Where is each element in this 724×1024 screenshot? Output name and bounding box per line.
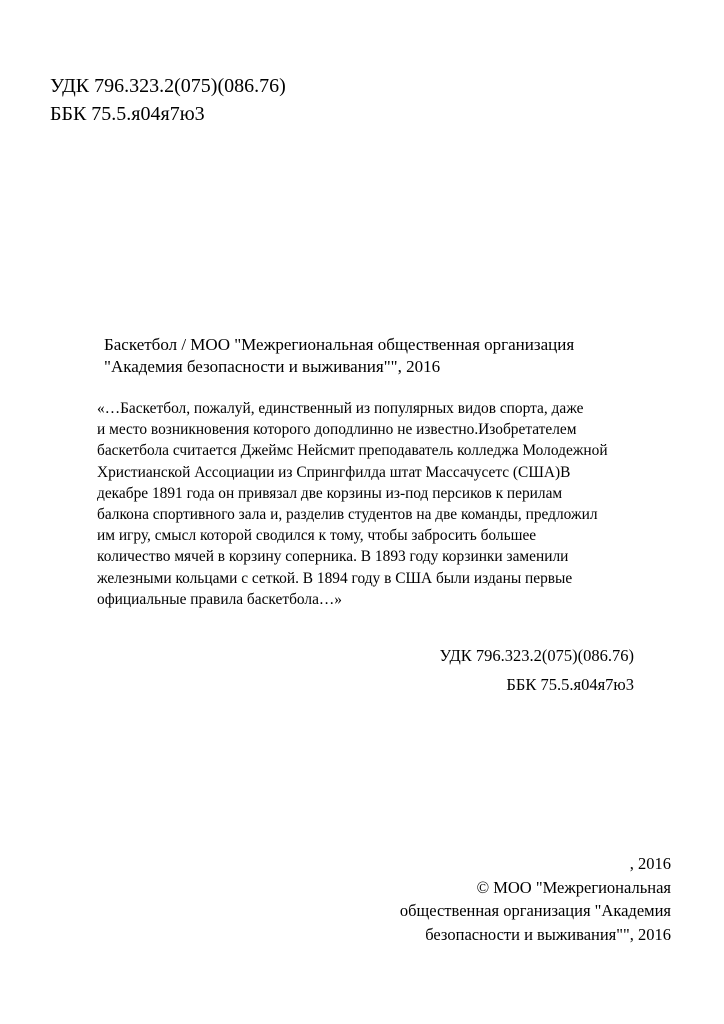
copyright-notice: [400, 852, 671, 946]
abstract-line: и место возникновения которого доподлинно не известно.Изобретателем: [97, 421, 577, 439]
abstract-line: им игру, смысл которой сводился к тому, чтобы забросить большее: [97, 527, 537, 545]
abstract-line: количество мячей в корзину соперника. В 1893 году корзинки заменили: [97, 548, 569, 566]
abstract-line: железными кольцами с сеткой. В 1894 году в США были изданы первые: [97, 569, 573, 587]
abstract-line: официальные правила баскетбола…»: [97, 590, 342, 608]
abstract-line: балкона спортивного зала и, разделив студентов на две команды, предложил: [97, 506, 598, 524]
copyright-line-1: © МОО "Межрегиональная: [476, 877, 671, 897]
header-classification-codes: [50, 72, 286, 128]
header-bbk-code: ББК 75.5.я04я7ю3: [50, 103, 205, 125]
abstract-line: «…Баскетбол, пожалуй, единственный из популярных видов спорта, даже: [97, 400, 584, 417]
bibliographic-title: [104, 334, 574, 378]
abstract-line: Христианской Ассоциации из Спрингфилда штат Массачусетс (США)В: [97, 463, 571, 481]
bbk-code: ББК 75.5.я04я7ю3: [506, 675, 634, 694]
udk-code: УДК 796.323.2(075)(086.76): [439, 646, 634, 665]
abstract-line: декабре 1891 года он привязал две корзины из-под персиков к перилам: [97, 484, 563, 502]
copyright-line-2: общественная организация "Академия: [399, 901, 671, 920]
abstract-line: баскетбола считается Джеймс Нейсмит преподаватель колледжа Молодежной: [97, 442, 608, 460]
classification-codes: [439, 641, 634, 699]
title-line-1: Баскетбол / МОО "Межрегиональная общественная организация: [104, 335, 575, 354]
header-udk-code: УДК 796.323.2(075)(086.76): [50, 75, 286, 97]
copyright-line-3: безопасности и выживания"", 2016: [425, 924, 671, 944]
title-line-2: "Академия безопасности и выживания"", 2016: [104, 357, 441, 376]
copyright-year-line: , 2016: [629, 854, 671, 873]
abstract: [97, 398, 637, 610]
